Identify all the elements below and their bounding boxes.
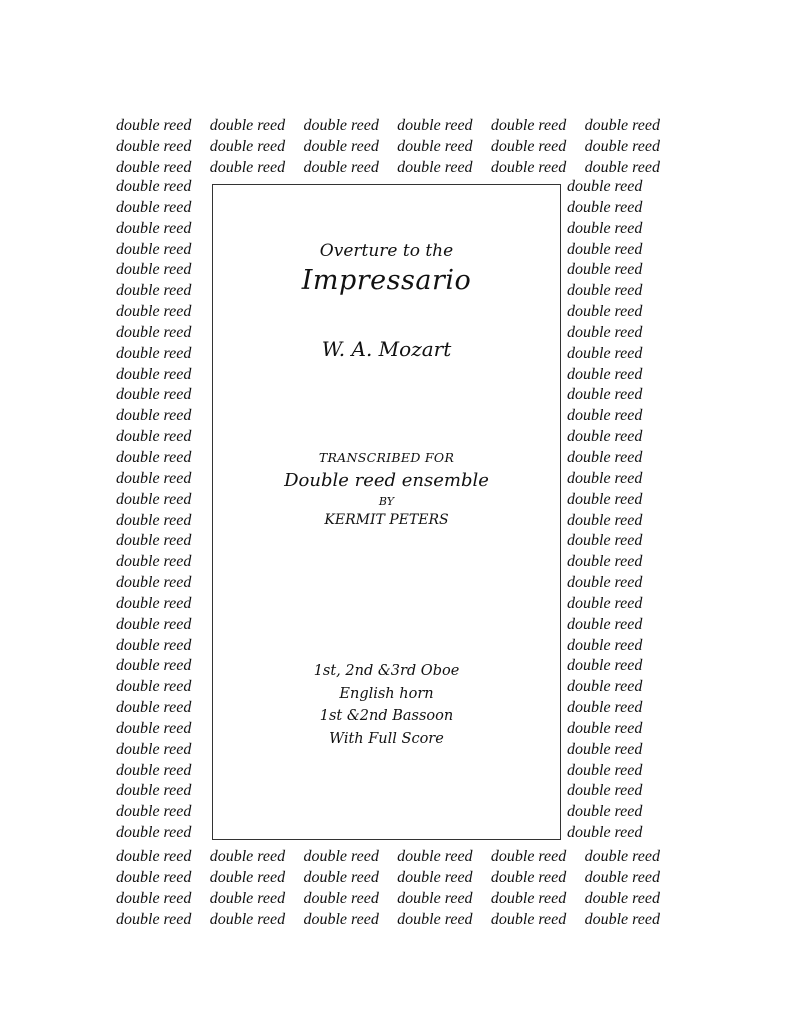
pattern-phrase: double reed	[567, 469, 643, 487]
pattern-phrase: double reed	[567, 490, 643, 508]
pattern-phrase: double reed	[567, 699, 643, 717]
pattern-phrase: double reed	[303, 137, 379, 155]
pattern-phrase: double reed	[584, 117, 660, 134]
pattern-phrase: double reed	[303, 889, 379, 907]
pattern-phrase: double reed	[490, 868, 567, 886]
pattern-phrase: double reed	[567, 782, 643, 800]
pattern-phrase: double reed	[567, 574, 643, 592]
pattern-phrase: double reed	[567, 553, 643, 571]
pattern-phrase: double reed	[116, 594, 192, 612]
title-box	[212, 184, 561, 840]
pattern-phrase: double reed	[397, 868, 473, 886]
pattern-phrase: double reed	[116, 636, 192, 654]
pattern-phrase: double reed	[116, 761, 192, 779]
pattern-phrase: double reed	[567, 303, 643, 321]
pattern-line	[116, 115, 660, 136]
pattern-phrase: double reed	[567, 719, 643, 737]
pattern-phrase: double reed	[116, 178, 192, 195]
pattern-phrase: double reed	[567, 636, 643, 654]
pattern-phrase: double reed	[116, 407, 192, 425]
arranger: KERMIT PETERS	[324, 512, 449, 528]
pattern-phrase: double reed	[397, 889, 473, 907]
pattern-phrase: double reed	[209, 158, 286, 176]
pattern-phrase: double reed	[116, 699, 192, 717]
pattern-phrase: double reed	[567, 803, 643, 821]
composer: W. A. Mozart	[321, 337, 452, 361]
pattern-phrase: double reed	[116, 889, 192, 907]
instrument-line: With Full Score	[329, 730, 444, 747]
pattern-phrase: double reed	[303, 117, 379, 134]
pattern-phrase: double reed	[116, 490, 192, 508]
pattern-phrase: double reed	[116, 740, 192, 758]
pattern-phrase: double reed	[567, 678, 643, 696]
pattern-phrase: double reed	[397, 848, 473, 865]
pattern-phrase: double reed	[116, 910, 192, 928]
pattern-phrase: double reed	[116, 469, 192, 487]
pattern-phrase: double reed	[490, 910, 567, 928]
pattern-phrase: double reed	[567, 761, 643, 779]
pattern-phrase: double reed	[116, 553, 192, 571]
pattern-line	[116, 157, 660, 178]
pattern-phrase: double reed	[116, 782, 192, 800]
pattern-phrase: double reed	[567, 532, 643, 550]
pattern-right-column	[567, 177, 659, 844]
pattern-phrase: double reed	[584, 158, 660, 176]
transcribed-for-label: TRANSCRIBED FOR	[318, 450, 455, 465]
pattern-line	[116, 888, 660, 909]
pattern-phrase: double reed	[303, 158, 379, 176]
pattern-phrase: double reed	[116, 803, 192, 821]
pattern-phrase: double reed	[567, 740, 643, 758]
pattern-phrase: double reed	[116, 678, 192, 696]
pattern-phrase: double reed	[116, 848, 192, 865]
pattern-phrase: double reed	[209, 137, 286, 155]
pattern-phrase: double reed	[567, 824, 643, 842]
pattern-phrase: double reed	[116, 261, 192, 279]
instrument-line: 1st, 2nd &3rd Oboe	[313, 663, 460, 679]
pattern-phrase: double reed	[116, 137, 192, 155]
pattern-phrase: double reed	[209, 117, 286, 134]
pattern-phrase: double reed	[116, 428, 192, 446]
pattern-phrase: double reed	[567, 657, 643, 675]
pattern-phrase: double reed	[116, 365, 192, 383]
pattern-phrase: double reed	[567, 198, 643, 216]
pattern-phrase: double reed	[567, 344, 643, 362]
pattern-phrase: double reed	[116, 240, 192, 258]
pattern-phrase: double reed	[116, 323, 192, 341]
pattern-phrase: double reed	[116, 219, 192, 237]
pattern-left-column	[116, 177, 208, 844]
pattern-phrase: double reed	[209, 910, 286, 928]
pattern-phrase: double reed	[567, 365, 643, 383]
pattern-phrase: double reed	[116, 448, 192, 466]
pattern-phrase: double reed	[116, 719, 192, 737]
pattern-phrase: double reed	[397, 137, 473, 155]
pattern-phrase: double reed	[567, 282, 643, 300]
title-line-2: Impressario	[301, 265, 472, 296]
pattern-phrase: double reed	[567, 594, 643, 612]
pattern-phrase: double reed	[116, 868, 192, 886]
pattern-phrase: double reed	[209, 848, 286, 865]
pattern-phrase: double reed	[397, 117, 473, 134]
pattern-phrase: double reed	[584, 889, 660, 907]
pattern-phrase: double reed	[116, 824, 192, 842]
pattern-phrase: double reed	[116, 532, 192, 550]
pattern-phrase: double reed	[584, 137, 660, 155]
pattern-phrase: double reed	[116, 158, 192, 176]
pattern-phrase: double reed	[567, 615, 643, 633]
pattern-phrase: double reed	[567, 386, 643, 404]
pattern-phrase: double reed	[490, 158, 567, 176]
pattern-phrase: double reed	[397, 910, 473, 928]
title-line-1: Overture to the	[319, 241, 454, 261]
instrument-line: 1st &2nd Bassoon	[319, 708, 454, 724]
pattern-phrase: double reed	[116, 303, 192, 321]
pattern-phrase: double reed	[116, 386, 192, 404]
pattern-phrase: double reed	[584, 848, 660, 865]
instrumentation-list	[213, 660, 560, 750]
pattern-phrase: double reed	[116, 117, 192, 134]
pattern-phrase: double reed	[209, 868, 286, 886]
pattern-phrase: double reed	[567, 261, 643, 279]
ensemble-name: Double reed ensemble	[284, 470, 489, 491]
pattern-phrase: double reed	[116, 657, 192, 675]
pattern-phrase: double reed	[303, 868, 379, 886]
pattern-phrase: double reed	[490, 889, 567, 907]
pattern-phrase: double reed	[567, 448, 643, 466]
pattern-phrase: double reed	[116, 344, 192, 362]
pattern-phrase: double reed	[303, 910, 379, 928]
pattern-line	[116, 867, 660, 888]
pattern-phrase: double reed	[116, 574, 192, 592]
pattern-phrase: double reed	[567, 323, 643, 341]
pattern-phrase: double reed	[584, 910, 660, 928]
pattern-phrase: double reed	[567, 178, 643, 195]
pattern-phrase: double reed	[567, 428, 643, 446]
pattern-phrase: double reed	[567, 511, 643, 529]
by-label: BY	[378, 495, 395, 508]
pattern-phrase: double reed	[584, 868, 660, 886]
pattern-phrase: double reed	[209, 889, 286, 907]
instrument-line: English horn	[339, 685, 434, 702]
pattern-phrase: double reed	[490, 137, 567, 155]
pattern-phrase: double reed	[567, 407, 643, 425]
pattern-phrase: double reed	[490, 848, 567, 865]
pattern-phrase: double reed	[397, 158, 473, 176]
pattern-phrase: double reed	[116, 615, 192, 633]
pattern-phrase: double reed	[567, 219, 643, 237]
pattern-phrase: double reed	[567, 240, 643, 258]
pattern-phrase: double reed	[116, 511, 192, 529]
pattern-phrase: double reed	[116, 198, 192, 216]
pattern-line	[116, 909, 660, 930]
pattern-line	[116, 846, 660, 867]
pattern-phrase: double reed	[490, 117, 567, 134]
pattern-phrase: double reed	[116, 282, 192, 300]
pattern-line	[116, 136, 660, 157]
pattern-phrase: double reed	[303, 848, 379, 865]
